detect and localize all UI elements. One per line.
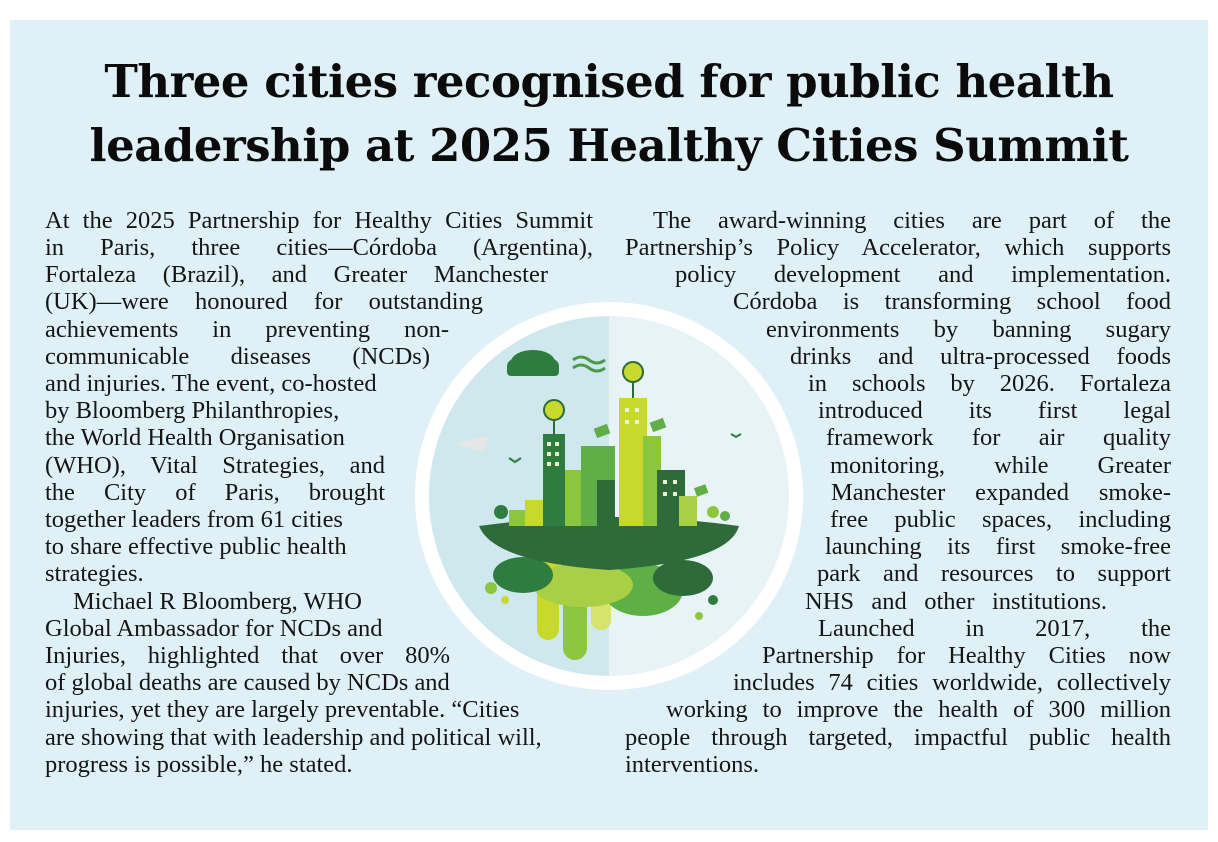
body-line: the World Health Organisation — [45, 424, 345, 451]
body-line: launching its first smoke-free — [825, 533, 1171, 560]
body-line: are showing that with leadership and political will, — [45, 724, 542, 751]
body-line: to share effective public health — [45, 533, 347, 560]
body-line: introduced its first legal — [818, 397, 1171, 424]
headline: Three cities recognised for public health leadership at 2025 Healthy Cities Summit — [89, 55, 1129, 172]
body-line: At the 2025 Partnership for Healthy Cities Summit — [45, 207, 593, 234]
body-line: Michael R Bloomberg, WHO — [73, 588, 362, 615]
body-line: interventions. — [625, 751, 760, 778]
body-line: progress is possible,” he stated. — [45, 751, 353, 778]
body-line: communicable diseases (NCDs) — [45, 343, 430, 370]
body-line: strategies. — [45, 560, 144, 587]
body-line: together leaders from 61 cities — [45, 506, 343, 533]
body-line: injuries, yet they are largely preventable. “Cities — [45, 696, 520, 723]
body-line: Manchester expanded smoke- — [831, 479, 1171, 506]
body-line: by Bloomberg Philanthropies, — [45, 397, 340, 424]
floating-green-city-illustration — [413, 300, 805, 692]
body-line: Launched in 2017, the — [818, 615, 1171, 642]
body-line: Global Ambassador for NCDs and — [45, 615, 383, 642]
body-line: framework for air quality — [826, 424, 1171, 451]
body-line: Córdoba is transforming school food — [733, 288, 1171, 315]
body-line: environments by banning sugary — [766, 316, 1171, 343]
body-line: and injuries. The event, co-hosted — [45, 370, 377, 397]
body-line: of global deaths are caused by NCDs and — [45, 669, 450, 696]
body-line: (WHO), Vital Strategies, and — [45, 452, 385, 479]
body-line: free public spaces, including — [830, 506, 1171, 533]
body-line: NHS and other institutions. — [805, 588, 1107, 615]
body-line: the City of Paris, brought — [45, 479, 385, 506]
body-line: includes 74 cities worldwide, collectively — [733, 669, 1171, 696]
body-line: park and resources to support — [817, 560, 1171, 587]
body-line: achievements in preventing non- — [45, 316, 449, 343]
body-line: policy development and implementation. — [675, 261, 1171, 288]
body-line: in schools by 2026. Fortaleza — [808, 370, 1171, 397]
body-line: (UK)—were honoured for outstanding — [45, 288, 483, 315]
body-line: Partnership’s Policy Accelerator, which supports — [625, 234, 1171, 261]
body-line: The award-winning cities are part of the — [653, 207, 1171, 234]
body-line: Partnership for Healthy Cities now — [762, 642, 1171, 669]
body-line: monitoring, while Greater — [830, 452, 1171, 479]
body-line: working to improve the health of 300 million — [666, 696, 1171, 723]
body-line: in Paris, three cities—Córdoba (Argentina), — [45, 234, 593, 261]
body-line: Injuries, highlighted that over 80% — [45, 642, 450, 669]
body-line: people through targeted, impactful public health — [625, 724, 1171, 751]
body-line: drinks and ultra-processed foods — [790, 343, 1171, 370]
body-line: Fortaleza (Brazil), and Greater Manchester — [45, 261, 548, 288]
